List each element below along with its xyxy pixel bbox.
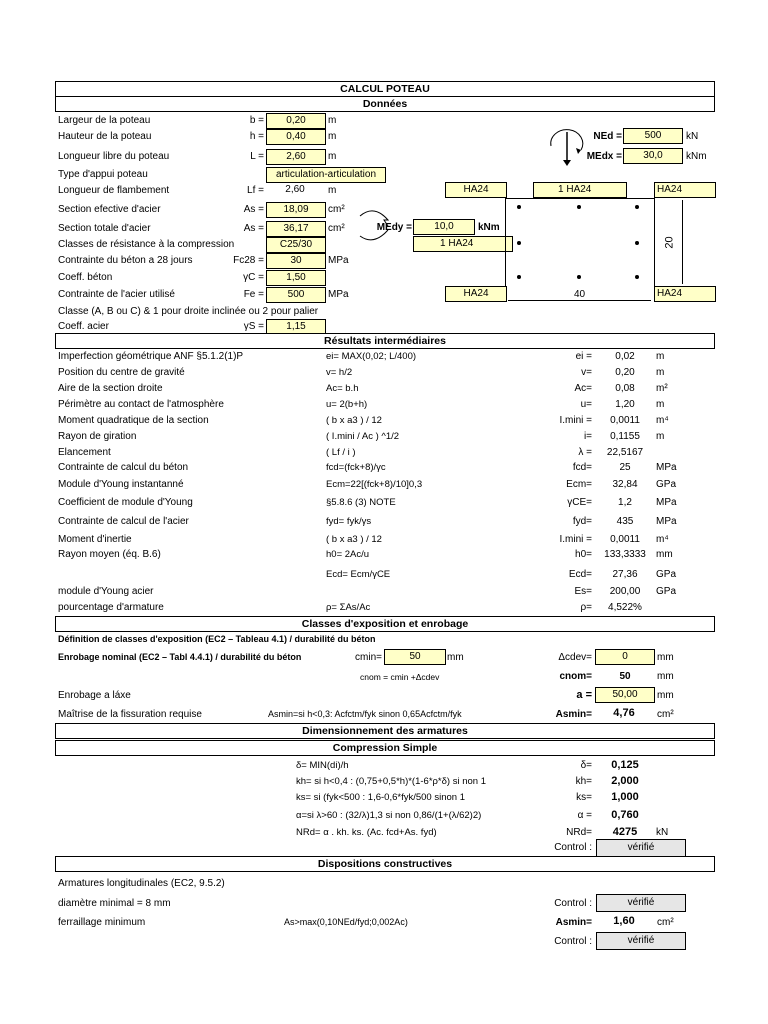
- asmin2-unit: cm²: [657, 917, 674, 928]
- rebar-top-mid-count: 1: [558, 184, 564, 195]
- donnees-label: Hauteur de la poteau: [58, 131, 152, 142]
- dim-height-line: [682, 200, 683, 284]
- resultats-symbol: Ecm=: [566, 479, 592, 490]
- rebar-dot: [517, 275, 521, 279]
- rebar-top-right[interactable]: HA24: [654, 182, 716, 198]
- donnees-label: Longueur libre du poteau: [58, 151, 170, 162]
- resultats-symbol: h0=: [575, 549, 592, 560]
- compression-value: 1,000: [611, 791, 639, 803]
- resultats-unit: MPa: [656, 462, 677, 473]
- resultats-formula: ρ= ΣAs/Ac: [326, 602, 371, 613]
- resultats-value: 1,20: [615, 399, 635, 410]
- resultats-unit: MPa: [656, 497, 677, 508]
- resultats-formula: h0= 2Ac/u: [326, 549, 370, 560]
- rebar-mid[interactable]: [413, 236, 513, 252]
- resultats-symbol: ei =: [575, 351, 592, 362]
- control-label: Control :: [554, 842, 592, 853]
- a-symbol: a =: [576, 689, 592, 701]
- donnees-value[interactable]: 1,15: [266, 319, 326, 335]
- arm-long-label: Armatures longitudinales (EC2, 9.5.2): [58, 878, 225, 889]
- resultats-symbol: u=: [580, 399, 592, 410]
- control-status-badge: vérifié: [596, 894, 686, 912]
- resultats-unit: m²: [656, 383, 668, 394]
- resultats-value: 22,5167: [606, 447, 644, 458]
- donnees-unit: cm²: [328, 223, 345, 234]
- donnees-unit: cm²: [328, 204, 345, 215]
- resultats-label: Rayon de giration: [58, 431, 137, 442]
- resultats-symbol: Es=: [574, 586, 592, 597]
- donnees-value[interactable]: 0,20: [266, 113, 326, 129]
- resultats-unit: m: [656, 367, 665, 378]
- donnees-symbol: h =: [249, 131, 264, 142]
- control-label: Control :: [554, 936, 592, 947]
- resultats-symbol: v=: [581, 367, 592, 378]
- resultats-value: 0,1155: [610, 431, 640, 442]
- medy-value[interactable]: 10,0: [413, 219, 475, 235]
- donnees-symbol: b =: [249, 115, 264, 126]
- resultats-label: Elancement: [58, 447, 111, 458]
- resultats-symbol: i=: [583, 431, 592, 442]
- resultats-value: 0,0011: [610, 534, 640, 545]
- resultats-formula: ( I.mini / Ac ) ^1/2: [326, 431, 400, 442]
- resultats-formula: §5.8.6 (3) NOTE: [326, 497, 396, 508]
- rebar-top-left[interactable]: HA24: [445, 182, 507, 198]
- resultats-symbol: γCE=: [567, 497, 592, 508]
- a-value[interactable]: 50,00: [595, 687, 655, 703]
- control-label: Control :: [554, 898, 592, 909]
- section-header-classes: Classes d'exposition et enrobage: [55, 616, 715, 632]
- resultats-unit: MPa: [656, 516, 677, 527]
- compression-formula: NRd= α . kh. ks. (Ac. fcd+As. fyd): [296, 827, 437, 838]
- donnees-value[interactable]: 18,09: [266, 202, 326, 218]
- resultats-label: Contrainte de calcul du béton: [58, 462, 189, 473]
- section-header-dispositions: Dispositions constructives: [55, 856, 715, 872]
- resultats-symbol: I.mini =: [559, 415, 592, 426]
- resultats-label: Moment quadratique de la section: [58, 415, 209, 426]
- resultats-unit: m: [656, 399, 665, 410]
- cmin-value[interactable]: 50: [384, 649, 446, 665]
- donnees-label: Classe (A, B ou C) & 1 pour droite inclinée ou 2 pour palier: [58, 306, 319, 317]
- diam-label: diamètre minimal = 8 mm: [58, 898, 171, 909]
- donnees-value[interactable]: articulation-articulation: [266, 167, 386, 183]
- resultats-formula: fcd=(fck+8)/γc: [326, 462, 386, 473]
- rebar-top-mid-label: HA24: [566, 184, 592, 195]
- resultats-formula: ( b x a3 ) / 12: [326, 415, 382, 426]
- donnees-value[interactable]: 500: [266, 287, 326, 303]
- donnees-value[interactable]: 30: [266, 253, 326, 269]
- resultats-symbol: λ =: [578, 447, 592, 458]
- donnees-unit: m: [328, 185, 337, 196]
- rebar-mid-label: HA24: [448, 238, 474, 249]
- resultats-value: 0,0011: [610, 415, 640, 426]
- compression-value: 2,000: [611, 775, 639, 787]
- page-title: CALCUL POTEAU: [55, 81, 715, 97]
- donnees-label: Largeur de la poteau: [58, 115, 151, 126]
- compression-symbol: NRd=: [566, 827, 592, 838]
- resultats-label: Rayon moyen (éq. B.6): [58, 549, 161, 560]
- rebar-dot: [517, 241, 521, 245]
- resultats-formula: Ecd= Ecm/γCE: [326, 569, 391, 580]
- resultats-value: 25: [619, 462, 631, 473]
- resultats-label: Coefficient de module d'Young: [58, 497, 193, 508]
- rebar-mid-count: 1: [440, 238, 446, 249]
- resultats-value: 0,20: [615, 367, 635, 378]
- resultats-label: Imperfection géométrique ANF §5.1.2(1)P: [58, 351, 244, 362]
- medx-symbol: MEdx =: [586, 151, 622, 162]
- resultats-formula: Ac= b.h: [326, 383, 359, 394]
- resultats-formula: ( b x a3 ) / 12: [326, 534, 382, 545]
- compression-unit: kN: [656, 827, 669, 838]
- donnees-label: Coeff. béton: [58, 272, 113, 283]
- resultats-unit: mm: [656, 549, 673, 560]
- resultats-value: 32,84: [612, 479, 638, 490]
- medx-unit: kNm: [686, 151, 707, 162]
- medy-unit: kNm: [478, 222, 500, 233]
- cnom-symbol: cnom=: [559, 671, 592, 682]
- rebar-top-mid[interactable]: [533, 182, 627, 198]
- resultats-unit: GPa: [656, 569, 677, 580]
- donnees-symbol: As =: [243, 204, 264, 215]
- cnom-unit: mm: [657, 671, 674, 682]
- donnees-unit: MPa: [328, 289, 349, 300]
- cmin-unit: mm: [447, 652, 464, 663]
- compression-value: 0,760: [611, 809, 639, 821]
- resultats-symbol: Ac=: [574, 383, 592, 394]
- dcdev-unit: mm: [657, 652, 674, 663]
- donnees-symbol: Lf =: [247, 185, 264, 196]
- resultats-unit: m⁴: [656, 415, 669, 426]
- resultats-formula: u= 2(b+h): [326, 399, 368, 410]
- resultats-symbol: ρ=: [580, 602, 592, 613]
- donnees-label: Type d'appui poteau: [58, 169, 148, 180]
- enrobage-axe-label: Enrobage a láxe: [58, 690, 131, 701]
- fissuration-label: Maîtrise de la fissuration requise: [58, 709, 202, 720]
- resultats-label: pourcentage d'armature: [58, 602, 164, 613]
- resultats-formula: v= h/2: [326, 367, 353, 378]
- resultats-symbol: Ecd=: [568, 569, 592, 580]
- medy-symbol: MEdy =: [376, 222, 412, 233]
- control-status-badge: vérifié: [596, 932, 686, 950]
- compression-formula: ks= si (fyk<500 : 1,6-0,6*fyk/500 sinon 1: [296, 792, 465, 803]
- resultats-formula: Ecm=22[(fck+8)/10]0,3: [326, 479, 423, 490]
- donnees-value: 2,60: [285, 184, 305, 195]
- ferr-formula: As>max(0,10NEd/fyd;0,002Ac): [284, 917, 408, 927]
- section-header-donnees: Données: [55, 96, 715, 112]
- resultats-value: 133,3333: [604, 549, 646, 560]
- donnees-value[interactable]: C25/30: [266, 237, 326, 253]
- donnees-label: Section efective d'acier: [58, 204, 161, 215]
- donnees-label: Longueur de flambement: [58, 185, 170, 196]
- resultats-unit: GPa: [656, 586, 677, 597]
- resultats-label: Position du centre de gravité: [58, 367, 185, 378]
- compression-symbol: δ=: [580, 760, 592, 771]
- resultats-value: 27,36: [612, 569, 638, 580]
- dcdev-value[interactable]: 0: [595, 649, 655, 665]
- resultats-value: 435: [616, 516, 634, 527]
- compression-formula: α=si λ>60 : (32/λ)1,3 si non 0,86/(1+(λ/62)2): [296, 810, 482, 821]
- donnees-label: Classes de résistance à la compression: [58, 239, 235, 250]
- donnees-label: Section totale d'acier: [58, 223, 151, 234]
- donnees-unit: m: [328, 151, 337, 162]
- resultats-symbol: fcd=: [572, 462, 592, 473]
- rebar-dot: [635, 241, 639, 245]
- a-unit: mm: [657, 690, 674, 701]
- resultats-label: Contrainte de calcul de l'acier: [58, 516, 189, 527]
- donnees-value[interactable]: 36,17: [266, 221, 326, 237]
- enrobage-label: Enrobage nominal (EC2 – Tabl 4.4.1) / durabilité du béton: [58, 652, 302, 662]
- section-header-resultats: Résultats intermédiaires: [55, 333, 715, 349]
- donnees-symbol: γS =: [243, 321, 264, 332]
- resultats-label: Module d'Young instantanné: [58, 479, 184, 490]
- resultats-label: Périmètre au contact de l'atmosphère: [58, 399, 224, 410]
- resultats-label: Moment d'inertie: [58, 534, 132, 545]
- donnees-unit: m: [328, 115, 337, 126]
- donnees-symbol: γC =: [243, 272, 264, 283]
- compression-formula: kh= si h<0,4 : (0,75+0,5*h)*(1-6*ρ*δ) si non 1: [296, 776, 486, 787]
- donnees-label: Contrainte de l'acier utilisé: [58, 289, 175, 300]
- donnees-value[interactable]: 2,60: [266, 149, 326, 165]
- rebar-dot: [577, 275, 581, 279]
- resultats-unit: GPa: [656, 479, 677, 490]
- rebar-bot-left[interactable]: HA24: [445, 286, 507, 302]
- cnom-value: 50: [619, 671, 631, 682]
- resultats-value: 0,02: [615, 351, 635, 362]
- compression-symbol: kh=: [575, 776, 592, 787]
- donnees-value[interactable]: 1,50: [266, 270, 326, 286]
- donnees-unit: MPa: [328, 255, 349, 266]
- resultats-formula: ei= MAX(0,02; L/400): [326, 351, 417, 362]
- rebar-dot: [517, 205, 521, 209]
- classes-definition: Définition de classes d'exposition (EC2 – Tableau 4.1) / durabilité du béton: [58, 634, 376, 644]
- rebar-bot-right[interactable]: HA24: [654, 286, 716, 302]
- donnees-label: Coeff. acier: [58, 321, 109, 332]
- compression-symbol: α =: [577, 810, 592, 821]
- asmin2-symbol: Asmin=: [555, 917, 592, 928]
- control-status-badge: vérifié: [596, 839, 686, 857]
- section-header-compression: Compression Simple: [55, 740, 715, 756]
- fissuration-formula: Asmin=si h<0,3: Acfctm/fyk sinon 0,65Acfctm/fyk: [268, 709, 462, 719]
- resultats-symbol: I.mini =: [559, 534, 592, 545]
- donnees-symbol: Fe =: [243, 289, 264, 300]
- asmin2-value: 1,60: [613, 915, 635, 927]
- donnees-value[interactable]: 0,40: [266, 129, 326, 145]
- donnees-label: Contrainte du béton a 28 jours: [58, 255, 193, 266]
- compression-value: 4275: [612, 826, 638, 838]
- resultats-unit: m: [656, 431, 665, 442]
- donnees-symbol: As =: [243, 223, 264, 234]
- medx-value[interactable]: 30,0: [623, 148, 683, 164]
- ned-value[interactable]: 500: [623, 128, 683, 144]
- resultats-symbol: fyd=: [572, 516, 592, 527]
- compression-value: 0,125: [611, 759, 639, 771]
- dim-width-line: [508, 300, 651, 301]
- resultats-unit: m⁴: [656, 534, 669, 545]
- donnees-symbol: Fc28 =: [233, 255, 264, 266]
- compression-symbol: ks=: [576, 792, 592, 803]
- resultats-formula: fyd= fyk/γs: [326, 516, 372, 527]
- section-outline-right: [654, 198, 655, 286]
- resultats-unit: m: [656, 351, 665, 362]
- section-header-dimensionnement: Dimensionnement des armatures: [55, 723, 715, 739]
- asmin-unit: cm²: [657, 709, 674, 720]
- resultats-label: module d'Young acier: [58, 586, 154, 597]
- resultats-label: Aire de la section droite: [58, 383, 163, 394]
- ned-unit: kN: [686, 131, 699, 142]
- resultats-value: 200,00: [609, 586, 641, 597]
- resultats-formula: ( Lf / i ): [326, 447, 356, 458]
- cnom-formula: cnom = cmin +Δcdev: [360, 672, 440, 682]
- rebar-dot: [635, 205, 639, 209]
- compression-formula: δ= MIN(di)/h: [296, 760, 349, 771]
- rebar-dot: [577, 205, 581, 209]
- rebar-dot: [635, 275, 639, 279]
- dim-height: 20: [663, 236, 676, 249]
- asmin-symbol: Asmin=: [555, 709, 592, 720]
- resultats-value: 0,08: [615, 383, 635, 394]
- resultats-value: 1,2: [618, 497, 632, 508]
- dcdev-symbol: Δcdev=: [558, 652, 592, 663]
- asmin-value: 4,76: [613, 707, 635, 719]
- donnees-symbol: L =: [250, 151, 264, 162]
- ferr-label: ferraillage minimum: [58, 917, 146, 928]
- resultats-value: 4,522%: [608, 602, 642, 613]
- section-outline-top: [505, 198, 654, 199]
- section-outline-left: [505, 198, 506, 286]
- dim-width: 40: [573, 289, 586, 300]
- cmin-symbol: cmin=: [355, 652, 382, 663]
- ned-symbol: NEd =: [593, 131, 622, 142]
- donnees-unit: m: [328, 131, 337, 142]
